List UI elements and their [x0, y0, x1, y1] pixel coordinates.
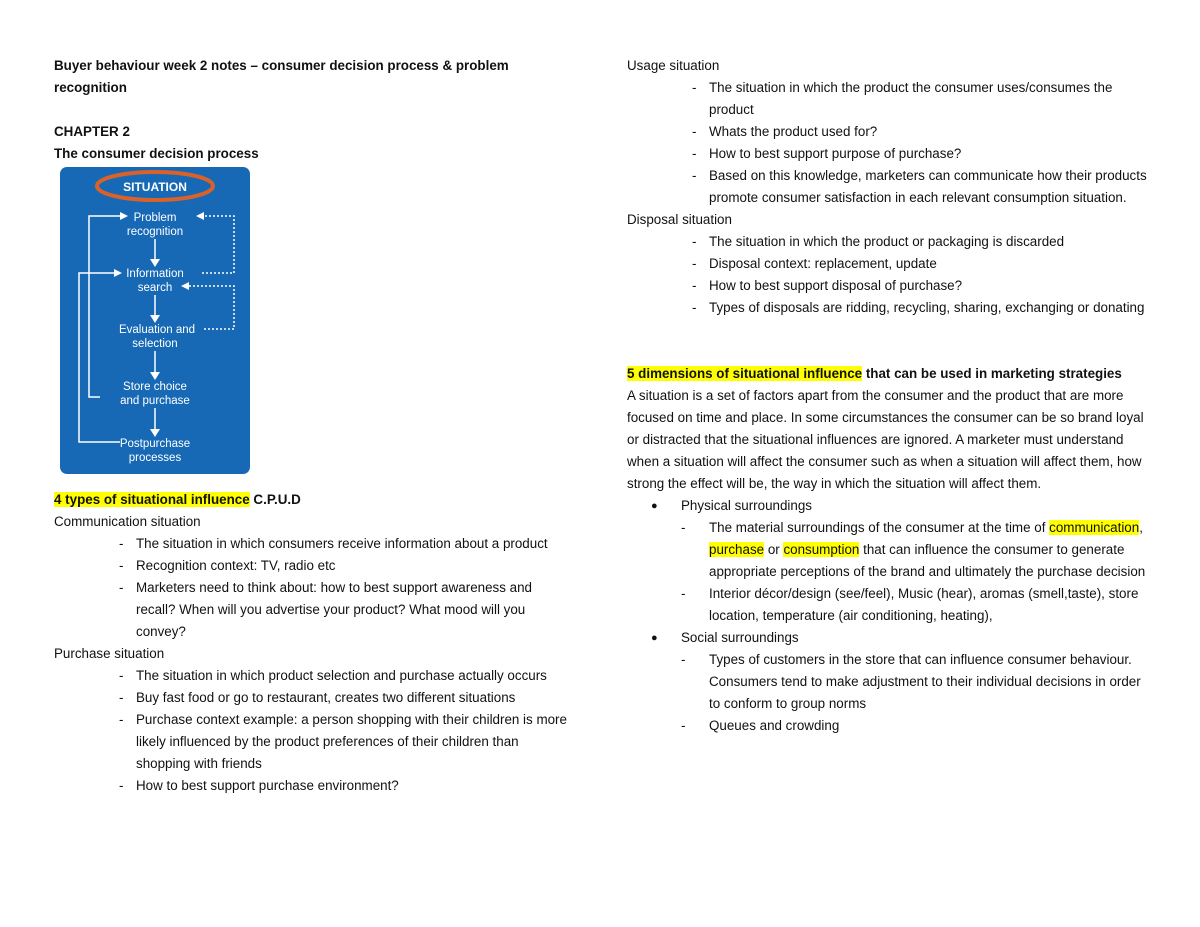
- list-item: - Interior décor/design (see/feel), Music (hear), aromas (smell,taste), store location, temperature (air conditioning, heating),: [681, 586, 1139, 623]
- section-subtitle: The consumer decision process: [54, 146, 259, 161]
- types-heading-rest: C.P.U.D: [249, 492, 301, 507]
- types-heading-highlight: 4 types of situational influence: [54, 492, 250, 507]
- list-item: - How to best support disposal of purchase?: [692, 278, 963, 293]
- list-item: - Queues and crowding: [681, 718, 840, 733]
- chapter-heading: CHAPTER 2: [54, 124, 130, 139]
- diagram-step5b: processes: [128, 452, 182, 464]
- list-item: - The situation in which product selection and purchase actually occurs: [119, 668, 547, 683]
- social-bullet: ● Social surroundings: [651, 630, 799, 645]
- left-column: [54, 55, 574, 797]
- diagram-step2a: Information: [126, 268, 184, 280]
- list-item: - How to best support purchase environment?: [119, 778, 399, 793]
- diagram-step3b: selection: [132, 338, 178, 350]
- social-label: Social surroundings: [681, 630, 799, 645]
- physical-label: Physical surroundings: [681, 498, 812, 513]
- list-item: - The situation in which the product the consumer uses/consumes the product: [692, 80, 1113, 117]
- list-item: - Types of customers in the store that can influence consumer behaviour. Consumers tend to make adjustment to their individual decisions in order to conform to group norms: [681, 652, 1141, 711]
- diagram-situation: SITUATION: [123, 180, 187, 194]
- list-item: - The material surroundings of the consumer at the time of communication, purchase or consumption that can influence the consumer to generate appropriate perceptions of the brand and ultimately the purchase decision: [681, 520, 1146, 579]
- dimensions-paragraph: A situation is a set of factors apart from the consumer and the product that are more focused on time and place. In some circumstances the consumer can be so brand loyal or distracted that the situational influences are ignored. A marketer must understand when a situation will affect the consumer such as when a situation will affect them, how strong the effect will be, the way in which the situation will affect them.: [627, 388, 1144, 491]
- diagram-step5a: Postpurchase: [119, 438, 191, 450]
- list-item: - Whats the product used for?: [692, 124, 878, 139]
- dimensions-heading-highlight: 5 dimensions of situational influence: [627, 366, 863, 381]
- list-item: - Buy fast food or go to restaurant, creates two different situations: [119, 690, 516, 705]
- types-heading: [54, 489, 574, 511]
- disposal-label: Disposal situation: [627, 212, 732, 227]
- list-item: - Disposal context: replacement, update: [692, 256, 937, 271]
- dimensions-heading-rest: that can be used in marketing strategies: [862, 366, 1122, 381]
- communication-label: Communication situation: [54, 514, 201, 529]
- diagram-step4a: Store choice: [123, 381, 187, 393]
- diagram-step1b: recognition: [126, 226, 184, 238]
- decision-process-diagram: [60, 167, 250, 474]
- list-item: - Recognition context: TV, radio etc: [119, 558, 336, 573]
- physical-bullet: ● Physical surroundings: [651, 498, 812, 513]
- highlight-purchase: purchase: [709, 542, 765, 557]
- diagram-step2b: search: [137, 282, 173, 294]
- diagram-step1a: Problem: [133, 212, 177, 224]
- diagram-step4b: and purchase: [120, 395, 190, 407]
- dimensions-heading: [627, 363, 1152, 385]
- usage-label: Usage situation: [627, 58, 720, 73]
- list-item: - The situation in which the product or packaging is discarded: [692, 234, 1065, 249]
- highlight-communication: communication: [1049, 520, 1140, 535]
- highlight-consumption: consumption: [783, 542, 860, 557]
- list-item: - Types of disposals are ridding, recycling, sharing, exchanging or donating: [692, 300, 1145, 315]
- list-item: - Based on this knowledge, marketers can communicate how their products promote consumer satisfaction in each relevant consumption situation.: [692, 168, 1147, 205]
- purchase-label: Purchase situation: [54, 646, 165, 661]
- list-item: - Marketers need to think about: how to best support awareness and recall? When will you advertise your product? What mood will you convey?: [119, 580, 533, 639]
- diagram-step3a: Evaluation and: [118, 324, 196, 336]
- list-item: - Purchase context example: a person shopping with their children is more likely influenced by the product preferences of their children than shopping with friends: [119, 712, 567, 771]
- list-item: - The situation in which consumers receive information about a product: [119, 536, 548, 551]
- document-title: Buyer behaviour week 2 notes – consumer decision process & problem recognition: [54, 58, 509, 95]
- list-item: - How to best support purpose of purchase?: [692, 146, 962, 161]
- right-column: [627, 55, 1152, 737]
